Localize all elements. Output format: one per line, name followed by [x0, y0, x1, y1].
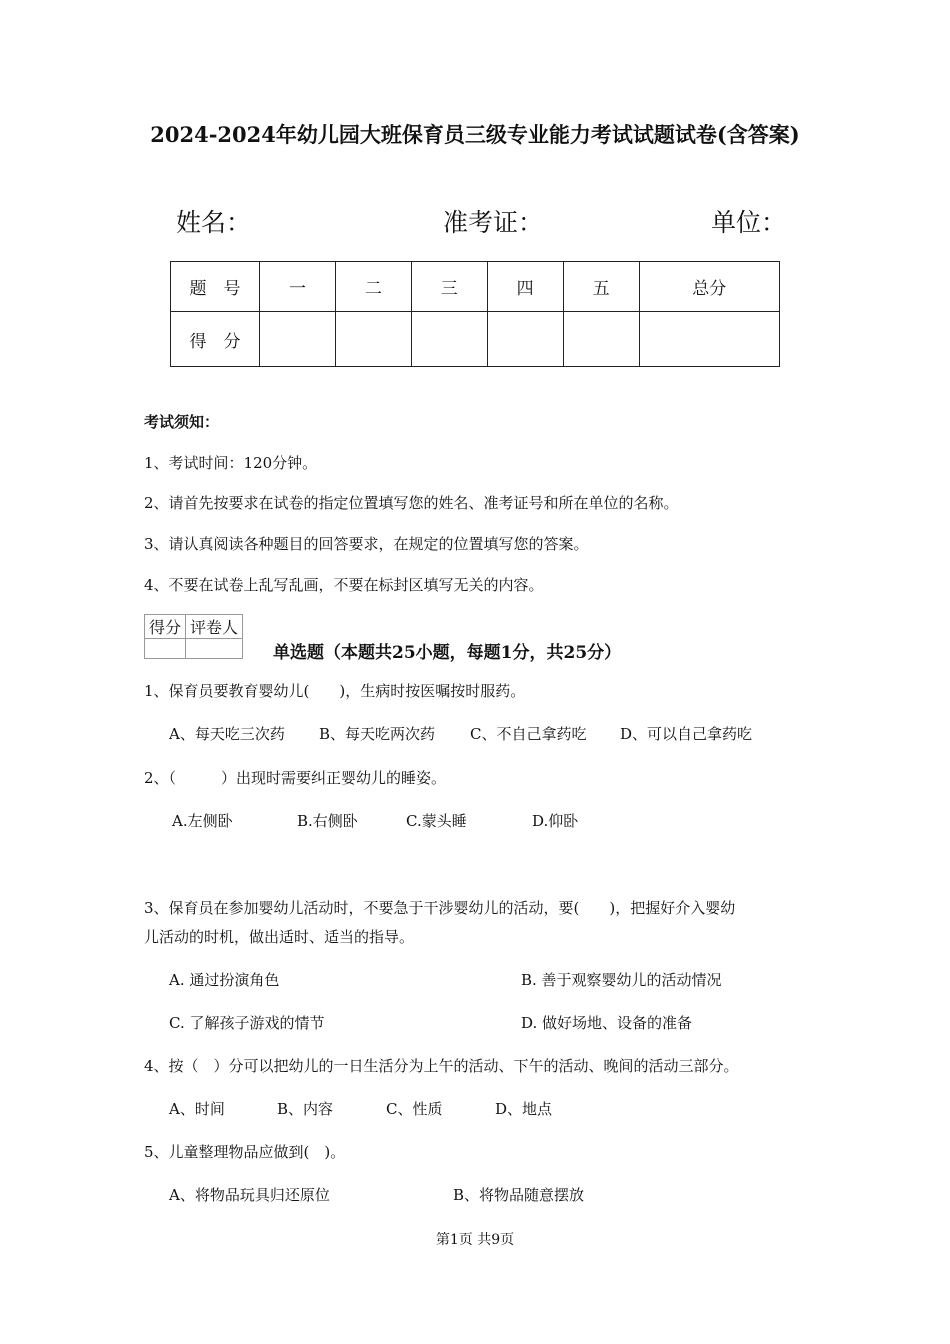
question-option: C.蒙头睡 — [406, 812, 467, 830]
question-option: A、时间 — [169, 1100, 225, 1118]
question-stem-continued: 儿活动的时机，做出适时、适当的指导。 — [144, 928, 415, 946]
score-table-cell: 题 号 — [171, 262, 260, 312]
score-entry-cell[interactable] — [639, 312, 779, 367]
score-table-cell: 三 — [411, 262, 487, 312]
score-entry-cell[interactable] — [335, 312, 411, 367]
question-option: B、每天吃两次药 — [319, 725, 436, 743]
score-entry-cell[interactable] — [563, 312, 639, 367]
question-option: A.左侧卧 — [172, 812, 233, 830]
score-table — [170, 261, 780, 367]
page-footer: 第1页 共9页 — [435, 1232, 515, 1248]
score-table-cell: 二 — [335, 262, 411, 312]
score-entry-cell[interactable] — [487, 312, 563, 367]
question-option: B. 善于观察婴幼儿的活动情况 — [521, 971, 722, 989]
question-option: D.仰卧 — [532, 812, 579, 830]
notice-item: 2、请首先按要求在试卷的指定位置填写您的姓名、准考证号和所在单位的名称。 — [144, 494, 679, 512]
question-option: A. 通过扮演角色 — [169, 971, 280, 989]
question-option: B.右侧卧 — [297, 812, 358, 830]
score-table-cell: 总分 — [639, 262, 779, 312]
grader-box-grader-cell[interactable] — [186, 639, 243, 659]
notice-item: 4、不要在试卷上乱写乱画，不要在标封区填写无关的内容。 — [144, 576, 544, 594]
question-option: A、每天吃三次药 — [169, 725, 285, 743]
grader-box-score-label: 得分 — [145, 615, 186, 639]
question-stem: 2、（ ）出现时需要纠正婴幼儿的睡姿。 — [144, 769, 447, 787]
section-title: 单选题（本题共25小题，每题1分，共25分） — [273, 643, 622, 663]
question-option: D. 做好场地、设备的准备 — [521, 1014, 693, 1032]
question-option: C. 了解孩子游戏的情节 — [169, 1014, 325, 1032]
question-option: A、将物品玩具归还原位 — [169, 1186, 330, 1204]
question-option: D、可以自己拿药吃 — [620, 725, 753, 743]
score-table-cell: 五 — [563, 262, 639, 312]
score-table-cell: 一 — [260, 262, 336, 312]
question-stem: 3、保育员在参加婴幼儿活动时，不要急于干涉婴幼儿的活动，要( )，把握好介入婴幼 — [144, 899, 736, 917]
question-stem: 5、儿童整理物品应做到( )。 — [144, 1143, 346, 1161]
question-option: D、地点 — [495, 1100, 553, 1118]
grader-box-score-cell[interactable] — [145, 639, 186, 659]
score-entry-cell[interactable] — [260, 312, 336, 367]
question-stem: 4、按（ ）分可以把幼儿的一日生活分为上午的活动、下午的活动、晚间的活动三部分。 — [144, 1057, 739, 1075]
notice-item: 1、考试时间：120分钟。 — [144, 454, 318, 472]
question-stem: 1、保育员要教育婴幼儿( )，生病时按医嘱按时服药。 — [144, 682, 526, 700]
exam-id-field-label: 准考证： — [443, 208, 544, 237]
question-option: C、性质 — [386, 1100, 443, 1118]
document-title: 2024-2024年幼儿园大班保育员三级专业能力考试试题试卷(含答案) — [150, 122, 800, 147]
question-option: C、不自己拿药吃 — [470, 725, 587, 743]
score-table-cell: 得 分 — [171, 312, 260, 367]
grader-box-grader-label: 评卷人 — [186, 615, 243, 639]
score-table-cell: 四 — [487, 262, 563, 312]
question-option: B、内容 — [277, 1100, 334, 1118]
score-table-header-row — [171, 262, 780, 312]
score-table-score-row — [171, 312, 780, 367]
notice-heading: 考试须知： — [144, 413, 220, 431]
name-field-label: 姓名： — [176, 208, 252, 237]
unit-field-label: 单位： — [711, 208, 787, 237]
question-option: B、将物品随意摆放 — [453, 1186, 585, 1204]
score-entry-cell[interactable] — [411, 312, 487, 367]
notice-item: 3、请认真阅读各种题目的回答要求，在规定的位置填写您的答案。 — [144, 535, 589, 553]
grader-box — [144, 614, 243, 659]
